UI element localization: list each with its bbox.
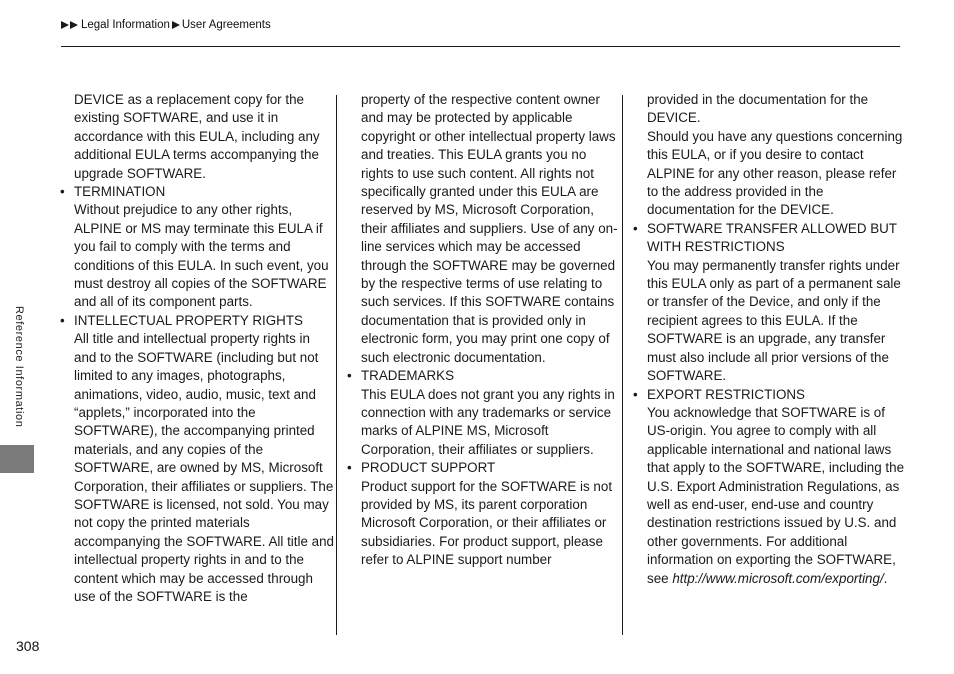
paragraph: This EULA does not grant you any rights in connection with any trademarks or service marks of ALPINE MS, Microsoft Corporation, their affiliates or suppliers. (361, 386, 615, 457)
paragraph: Product support for the SOFTWARE is not provided by MS, its parent corporation Microsoft Corporation, or their affiliates or subsidiaries. For product support, please refer to ALPINE support number (361, 478, 613, 568)
section-heading-trademarks (343, 367, 621, 385)
paragraph: DEVICE as a replacement copy for the existing SOFTWARE, and use it in accordance with this EULA, including any additional EULA terms accompanying the upgrade SOFTWARE. (74, 92, 320, 181)
section-heading-text: PRODUCT SUPPORT (361, 460, 496, 476)
column-1 (56, 91, 334, 606)
page-number: 308 (16, 638, 40, 654)
section-heading-product-support (343, 459, 621, 477)
column-2 (343, 91, 621, 570)
export-url-link[interactable]: http://www.microsoft.com/exporting/ (672, 570, 884, 586)
paragraph: provided in the documentation for the DEVICE. (647, 92, 869, 126)
section-heading-intellectual-property (56, 312, 334, 330)
bullet-icon: • (347, 368, 352, 384)
paragraph: property of the respective content owner and may be protected by applicable copyright or other intellectual property laws and treaties. This EULA grants you no rights to use such content. All rights not specifically granted under this EULA are reserved by MS, Microsoft Corporation, their affiliates and suppliers. Use of any on-line services which may be accessed through the SOFTWARE may be governed by the respective terms of use relating to such services. If this SOFTWARE contains documentation that is provided only in electronic form, you may print one copy of such electronic documentation. (361, 92, 618, 365)
side-tab[interactable] (0, 445, 34, 473)
breadcrumb-item-user-agreements[interactable]: User Agreements (181, 19, 271, 31)
section-heading-text: TERMINATION (74, 184, 166, 200)
export-text-end: . (883, 570, 888, 586)
paragraph (629, 404, 907, 588)
breadcrumb-arrow-icon (70, 21, 78, 29)
section-heading-text: SOFTWARE TRANSFER ALLOWED BUT WITH RESTRICTIONS (647, 220, 897, 255)
section-heading-text: INTELLECTUAL PROPERTY RIGHTS (74, 312, 303, 328)
export-text: You acknowledge that SOFTWARE is of US-origin. You agree to comply with all applicable international and national laws that apply to the SOFTWARE, including the U.S. Export Administration Regulations, as well as end-user, end-use and country destination restrictions issued by U.S. and other governments. For additional information on exporting the SOFTWARE, see (647, 404, 905, 586)
column-divider (336, 95, 337, 635)
section-heading-text: EXPORT RESTRICTIONS (647, 386, 805, 402)
bullet-icon: • (633, 220, 638, 236)
section-heading-termination (56, 183, 334, 201)
side-label: Reference Information (13, 306, 25, 428)
bullet-icon: • (60, 312, 65, 328)
breadcrumb-item-legal-information[interactable]: Legal Information (81, 19, 170, 31)
breadcrumb-arrow-icon (61, 21, 69, 29)
breadcrumb-arrow-icon (172, 21, 180, 29)
section-heading-text: TRADEMARKS (361, 368, 455, 384)
paragraph: Without prejudice to any other rights, ALPINE or MS may terminate this EULA if you fail to comply with the terms and conditions of this EULA. In such event, you must destroy all copies of the SOFTWARE and all of its component parts. (74, 202, 329, 310)
bullet-icon: • (60, 184, 65, 200)
header-rule (61, 46, 900, 47)
bullet-icon: • (347, 460, 352, 476)
section-heading-export-restrictions (629, 386, 907, 404)
column-3 (629, 91, 907, 588)
bullet-icon: • (633, 386, 638, 402)
paragraph: All title and intellectual property rights in and to the SOFTWARE (including but not limited to any images, photographs, animations, video, audio, music, text and “applets,” incorporated into the SOFTWARE), the accompanying printed materials, and any copies of the SOFTWARE, are owned by MS, Microsoft Corporation, their affiliates or suppliers. The SOFTWARE is licensed, not sold. You may not copy the printed materials accompanying the SOFTWARE. All title and intellectual property rights in and to the content which may be accessed through use of the SOFTWARE is the (74, 331, 334, 604)
paragraph: Should you have any questions concerning this EULA, or if you desire to contact ALPINE for any other reason, please refer to the address provided in the documentation for the DEVICE. (647, 128, 903, 218)
breadcrumb (61, 19, 271, 31)
column-divider (622, 95, 623, 635)
paragraph: You may permanently transfer rights under this EULA only as part of a permanent sale or transfer of the Device, and only if the recipient agrees to this EULA. If the SOFTWARE is an upgrade, any transfer must also include all prior versions of the SOFTWARE. (647, 257, 901, 384)
section-heading-software-transfer (629, 220, 907, 257)
